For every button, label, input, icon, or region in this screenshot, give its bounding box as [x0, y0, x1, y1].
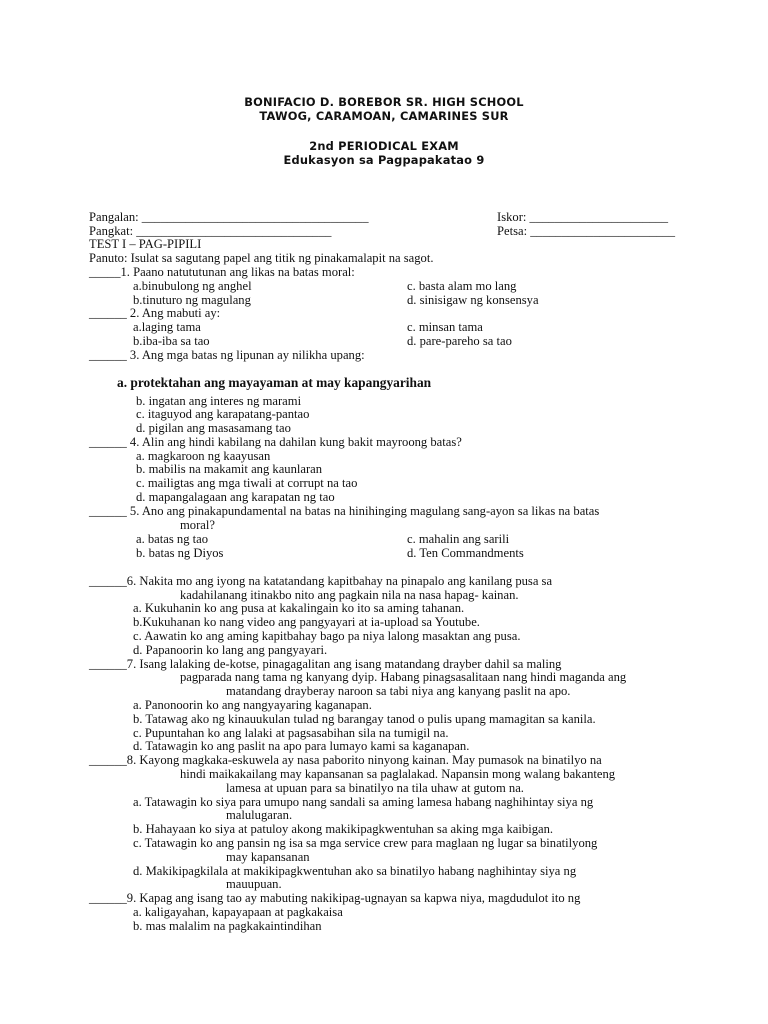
question-4-choice-d: d. mapangalagaan ang karapatan ng tao [136, 490, 335, 504]
question-5-choice-b: b. batas ng Diyos [136, 546, 224, 560]
question-7-choice-d: d. Tatawagin ko ang paslit na apo para lumayo kami sa kaganapan. [133, 739, 470, 753]
question-8-choice-a: a. Tatawagin ko siya para umupo nang sandali sa aming lamesa habang naghihintay siya ng [133, 795, 594, 809]
question-4-choice-c: c. mailigtas ang mga tiwali at corrupt na tao [136, 476, 358, 490]
question-8-stem-cont-1: hindi maikakailang may kapansanan sa paglalakad. Napansin mong walang bakanteng [180, 767, 616, 781]
test-title: TEST I – PAG-PIPILI [89, 237, 202, 251]
question-2-choice-b: b.iba-iba sa tao [133, 334, 210, 348]
question-7-stem-cont-2: matandang drayberay naroon sa tabi niya ang kanyang paslit na apo. [226, 684, 571, 698]
question-1-choice-b: b.tinuturo ng magulang [133, 293, 251, 307]
question-2-choice-d: d. pare-pareho sa tao [407, 334, 512, 348]
question-2-choice-c: c. minsan tama [407, 320, 483, 334]
question-3-stem: ______ 3. Ang mga batas ng lipunan ay nilikha upang: [89, 348, 365, 362]
petsa-field: Petsa: _______________________ [497, 224, 676, 238]
question-2-choice-a: a.laging tama [133, 320, 201, 334]
question-5-choice-a: a. batas ng tao [136, 532, 209, 546]
question-7-choice-a: a. Panonoorin ko ang nangyayaring kaganapan. [133, 698, 372, 712]
question-1-choice-d: d. sinisigaw ng konsensya [407, 293, 539, 307]
question-3-choice-c: c. itaguyod ang karapatang-pantao [136, 407, 310, 421]
question-2-stem: ______ 2. Ang mabuti ay: [89, 306, 221, 320]
question-4-stem: ______ 4. Alin ang hindi kabilang na dahilan kung bakit mayroong batas? [89, 435, 462, 449]
question-9-choice-b: b. mas malalim na pagkakaintindihan [133, 919, 322, 933]
instructions: Panuto: Isulat sa sagutang papel ang titik ng pinakamalapit na sagot. [89, 251, 434, 265]
iskor-field: Iskor: ______________________ [497, 210, 669, 224]
question-6-stem: ______6. Nakita mo ang iyong na katatandang kapitbahay na pinapalo ang kanilang pusa sa [89, 574, 553, 588]
question-8-stem-cont-2: lamesa at upuan para sa binatilyo na tila uhaw at gutom na. [226, 781, 524, 795]
question-8-choice-a-cont: malulugaran. [226, 808, 293, 822]
question-8-choice-d-cont: mauupuan. [226, 877, 282, 891]
question-5-choice-c: c. mahalin ang sarili [407, 532, 510, 546]
question-1-stem: _____1. Paano natututunan ang likas na batas moral: [89, 265, 355, 279]
question-1-choice-c: c. basta alam mo lang [407, 279, 517, 293]
question-7-stem: ______7. Isang lalaking de-kotse, pinagagalitan ang isang matandang drayber dahil sa maling [89, 657, 562, 671]
question-7-choice-c: c. Pupuntahan ko ang lalaki at pagsasabihan sila na tumigil na. [133, 726, 449, 740]
question-5-stem-cont: moral? [180, 518, 215, 532]
school-address: TAWOG, CARAMOAN, CAMARINES SUR [259, 109, 509, 123]
exam-title: 2nd PERIODICAL EXAM [309, 139, 459, 153]
school-name: BONIFACIO D. BOREBOR SR. HIGH SCHOOL [244, 95, 524, 109]
question-3-choice-a: a. protektahan ang mayayaman at may kapangyarihan [117, 375, 432, 390]
pangalan-field: Pangalan: ____________________________________ [89, 210, 369, 224]
question-8-choice-c: c. Tatawagin ko ang pansin ng isa sa mga service crew para maglaan ng lugar sa binatilyong [133, 836, 598, 850]
question-3-choice-b: b. ingatan ang interes ng marami [136, 394, 302, 408]
pangkat-field: Pangkat: _______________________________ [89, 224, 332, 238]
question-6-choice-c: c. Aawatin ko ang aming kapitbahay bago pa niya lalong masaktan ang pusa. [133, 629, 521, 643]
question-5-choice-d: d. Ten Commandments [407, 546, 524, 560]
question-7-stem-cont-1: pagparada nang tama ng kanyang dyip. Habang pinagsasalitaan nang hindi maganda ang [180, 670, 627, 684]
question-6-stem-cont: kadahilanang itinakbo nito ang pagkain nila na nasa hapag- kainan. [180, 588, 519, 602]
question-4-choice-b: b. mabilis na makamit ang kaunlaran [136, 462, 323, 476]
question-8-choice-b: b. Hahayaan ko siya at patuloy akong makikipagkwentuhan sa aking mga kaibigan. [133, 822, 554, 836]
question-1-choice-a: a.binubulong ng anghel [133, 279, 252, 293]
question-6-choice-a: a. Kukuhanin ko ang pusa at kakalingain ko ito sa aming tahanan. [133, 601, 465, 615]
question-6-choice-b: b.Kukuhanan ko nang video ang pangyayari at ia-upload sa Youtube. [133, 615, 480, 629]
question-5-stem: ______ 5. Ano ang pinakapundamental na batas na hinihinging magulang sang-ayon sa likas na batas [89, 504, 600, 518]
question-9-stem: ______9. Kapag ang isang tao ay mabuting nakikipag-ugnayan sa kapwa niya, magdudulot ito ng [89, 891, 581, 905]
question-7-choice-b: b. Tatawag ako ng kinauukulan tulad ng barangay tanod o pulis upang mamagitan sa kanila. [133, 712, 596, 726]
question-8-choice-c-cont: may kapansanan [226, 850, 310, 864]
question-8-stem: ______8. Kayong magkaka-eskuwela ay nasa paborito ninyong kainan. May pumasok na binatilyo na [89, 753, 602, 767]
question-3-choice-d: d. pigilan ang masasamang tao [136, 421, 291, 435]
question-6-choice-d: d. Papanoorin ko lang ang pangyayari. [133, 643, 328, 657]
question-8-choice-d: d. Makikipagkilala at makikipagkwentuhan ako sa binatilyo habang naghihintay siya ng [133, 864, 577, 878]
question-4-choice-a: a. magkaroon ng kaayusan [136, 449, 271, 463]
subject-title: Edukasyon sa Pagpapakatao 9 [283, 153, 485, 167]
question-9-choice-a: a. kaligayahan, kapayapaan at pagkakaisa [133, 905, 343, 919]
